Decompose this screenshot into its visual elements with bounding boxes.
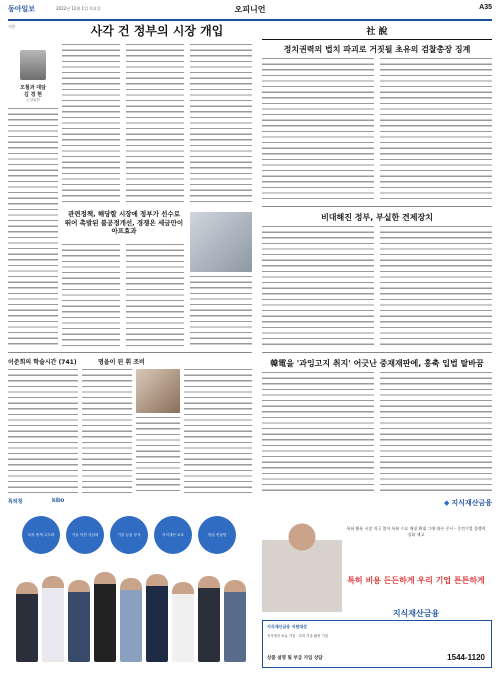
ad-box-footer: 상품 설명 및 부급 가입 상담 (267, 656, 323, 661)
editorial-body-text (262, 58, 374, 202)
ad-box-line: 지식재산 보유 기업 · 특허 기술 활용 기업 (267, 634, 329, 638)
column-body-text (126, 44, 184, 206)
author-role: 논설위원 (26, 98, 40, 102)
person-figure (42, 576, 64, 662)
column-body-text (8, 108, 58, 348)
ad-circle: 기술 이전 사업화 (66, 516, 104, 554)
editorial-headline-1[interactable]: 정치권력의 법치 파괴로 거짓될 초유의 검찰총장 징계 (283, 45, 471, 54)
lower-body-text (8, 369, 78, 493)
ad-circle: 기술 금융 투자 (110, 516, 148, 554)
lower-body-text (82, 369, 132, 493)
person-figure (146, 574, 168, 662)
masthead[interactable]: 동아일보 (8, 4, 36, 13)
person-figure (68, 580, 90, 662)
lower-body-text (184, 369, 252, 493)
ad-circle-list (22, 516, 242, 566)
page-header (8, 4, 492, 18)
ad-logo-kipo: 특허청 (8, 499, 23, 505)
advertisement-right[interactable] (262, 498, 492, 668)
editorial-body-text (262, 372, 374, 492)
ad-people-photo (16, 562, 246, 662)
byline (8, 42, 58, 104)
editorial-body-text (380, 58, 492, 202)
column-body-text (62, 244, 120, 348)
column-body-text (190, 44, 252, 206)
section-title: 오피니언 (234, 5, 266, 14)
person-figure (16, 582, 38, 662)
brand-mark-icon: ◆ (444, 499, 450, 507)
ad-slogan-brand: 지식재산금융 (392, 609, 440, 618)
column-headline[interactable]: 사각 건 정부의 시장 개입 (90, 24, 224, 38)
editorial-headline-2[interactable]: 비대해진 정부, 부실한 견제장치 (321, 213, 433, 222)
header-rule (8, 19, 492, 21)
column-photo (190, 212, 252, 272)
editorial-label: 社 說 (262, 24, 492, 40)
ad-logo-kibo: kibo (52, 498, 65, 504)
person-figure (172, 582, 194, 662)
column-body-text (126, 244, 184, 348)
column-subheadline: 관련정책, 해당할 시장에 정부가 선수로 뛰어 촉발된 불공정개선, 경쟁은 세금만이 아프효과 (64, 210, 184, 235)
ad-model-photo (262, 512, 342, 612)
editorial-headline-3[interactable]: 韓電을 '과잉고지 취지' 어긋난 중재재판에, 홍축 입법 탈바꿈 (270, 359, 484, 368)
person-figure (120, 578, 142, 662)
advertisement-left[interactable] (8, 498, 252, 668)
editorial-divider (262, 352, 492, 353)
column-tag: 시론 (8, 24, 16, 29)
author-title: 오철과 대담 (20, 85, 46, 91)
editorial-divider (262, 206, 492, 207)
lower-photo (136, 369, 180, 413)
ad-circle: 지식재산 보호 (154, 516, 192, 554)
ad-brand: ◆ 지식재산금융 (444, 499, 492, 507)
editorial-body-text (380, 372, 492, 492)
lower-body-text (136, 417, 180, 493)
editorial-body-text (262, 226, 374, 348)
person-figure (198, 576, 220, 662)
ad-phone-number[interactable]: 1544-1120 (447, 653, 485, 662)
person-figure (94, 572, 116, 662)
ad-box-title: 지식재산금융 지원대상 (267, 624, 308, 629)
ad-slogan-small: 특허 활용 시장 적극 열어 특허 수요 매칭 확대 그에 따른 중시 - 중견기업 경쟁력 강화 제고 (346, 526, 486, 537)
author-name: 김 경 현 (24, 92, 42, 98)
editorial-body-text (380, 226, 492, 348)
ad-slogan-main: 특허 비용 든든하게 우리 기업 튼튼하게 (347, 576, 485, 585)
ad-info-box (262, 620, 492, 668)
page-number: A35 (479, 4, 492, 11)
ad-circle: 창업 컨설팅 (198, 516, 236, 554)
person-figure (224, 580, 246, 662)
ad-circle: 특허 중개 고도화 (22, 516, 60, 554)
dateline: 2022년 12월 1일 목요일 (56, 6, 101, 11)
column-body-text (62, 44, 120, 206)
author-photo (20, 50, 46, 80)
lower-column-title[interactable]: 이준희의 학술시간 (741) (8, 359, 77, 366)
lower-column-headline[interactable]: 명을이 된 휘 조비 (98, 359, 145, 366)
column-body-text (190, 276, 252, 348)
